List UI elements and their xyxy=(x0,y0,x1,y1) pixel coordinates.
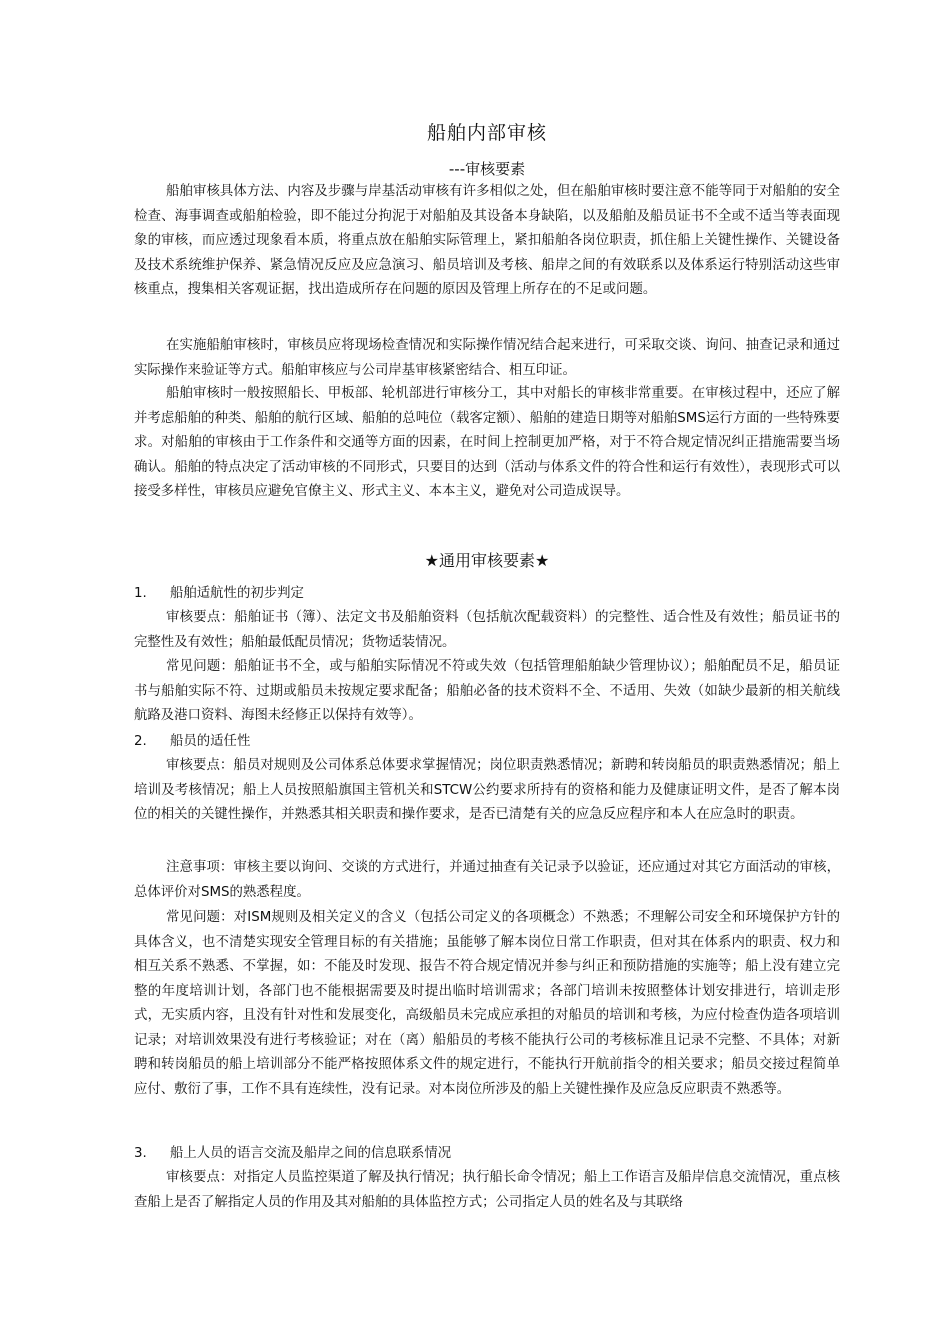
document-title: 船舶内部审核 xyxy=(426,122,547,144)
document-subtitle: ---审核要素 xyxy=(448,160,526,178)
item-title: 船上人员的语言交流及船岸之间的信息联系情况 xyxy=(170,1146,452,1161)
intro-paragraph-2: 在实施船舶审核时，审核员应将现场检查情况和实际操作情况结合起来进行，可采取交谈、询问、抽查记录和通过实际操作来验证等方式。船舶审核应与公司岸基审核紧密结合、相互印证。 xyxy=(134,338,840,378)
item-3-paragraph-1: 审核要点：对指定人员监控渠道了解及执行情况；执行船长命令情况；船上工作语言及船岸信息交流情况，重点核查船上是否了解指定人员的作用及其对船舶的具体监控方式；公司指定人员的姓名及与其联络 xyxy=(134,1170,840,1210)
item-number: 2. xyxy=(134,734,147,749)
item-heading-2 xyxy=(134,730,840,754)
item-1-paragraph-1: 审核要点：船舶证书（簿）、法定文书及船舶资料（包括航次配载资料）的完整性、适合性及有效性；船员证书的完整性及有效性；船舶最低配员情况；货物适装情况。 xyxy=(134,610,840,650)
item-2-paragraph-1: 审核要点：船员对规则及公司体系总体要求掌握情况；岗位职责熟悉情况；新聘和转岗船员的职责熟悉情况；船上培训及考核情况；船上人员按照船旗国主管机关和STCW公约要求所持有的资格和能力及健康证明文件，是否了解本岗位的相关的关键性操作，并熟悉其相关职责和操作要求，是否已清楚有关的应急反应程序和本人在应急时的职责。 xyxy=(134,758,840,822)
item-1-paragraph-2: 常见问题：船舶证书不全，或与船舶实际情况不符或失效（包括管理船舶缺少管理协议）；船舶配员不足，船员证书与船舶实际不符、过期或船员未按规定要求配备；船舶必备的技术资料不全、不适用、失效（如缺少最新的相关航线航路及港口资料、海图未经修正以保持有效等）。 xyxy=(134,659,840,723)
intro-paragraph-3: 船舶审核时一般按照船长、甲板部、轮机部进行审核分工，其中对船长的审核非常重要。在审核过程中，还应了解并考虑船舶的种类、船舶的航行区域、船舶的总吨位（载客定额）、船舶的建造日期等对船舶SMS运行方面的一些特殊要求。对船舶的审核由于工作条件和交通等方面的因素，在时间上控制更加严格，对于不符合规定情况纠正措施需要当场确认。船舶的特点决定了活动审核的不同形式，只要目的达到（活动与体系文件的符合性和运行有效性），表现形式可以接受多样性，审核员应避免官僚主义、形式主义、本本主义，避免对公司造成误导。 xyxy=(134,386,840,499)
item-heading-1 xyxy=(134,582,840,606)
intro-paragraph-1: 船舶审核具体方法、内容及步骤与岸基活动审核有许多相似之处，但在船舶审核时要注意不能等同于对船舶的安全检查、海事调查或船舶检验，即不能过分拘泥于对船舶及其设备本身缺陷，以及船舶及船员证书不全或不适当等表面现象的审核，而应透过现象看本质，将重点放在船舶实际管理上，紧扣船舶各岗位职责，抓住船上关键性操作、关键设备及技术系统维护保养、紧急情况反应及应急演习、船员培训及考核、船岸之间的有效联系以及体系运行特别活动这些审核重点，搜集相关客观证据，找出造成所存在问题的原因及管理上所存在的不足或问题。 xyxy=(134,184,840,297)
item-number: 1. xyxy=(134,586,147,601)
item-2-paragraph-3: 常见问题：对ISM规则及相关定义的含义（包括公司定义的各项概念）不熟悉；不理解公司安全和环境保护方针的具体含义，也不清楚实现安全管理目标的有关措施；虽能够了解本岗位日常工作职责，但对其在体系内的职责、权力和相互关系不熟悉、不掌握，如：不能及时发现、报告不符合规定情况并参与纠正和预防措施的实施等；船上没有建立完整的年度培训计划，各部门也不能根据需要及时提出临时培训需求；各部门培训未按照整体计划安排进行，培训走形式，无实质内容，且没有针对性和发展变化，高级船员未完成应承担的对船员的培训和考核，为应付检查伪造各项培训记录；对培训效果没有进行考核验证；对在（离）船船员的考核不能执行公司的考核标准且记录不完整、不具体；对新聘和转岗船员的船上培训部分不能严格按照体系文件的规定进行，不能执行开航前指令的相关要求；船员交接过程简单应付、敷衍了事，工作不具有连续性，没有记录。对本岗位所涉及的船上关键性操作及应急反应职责不熟悉等。 xyxy=(134,910,840,1097)
section-heading: ★通用审核要素★ xyxy=(424,551,550,570)
item-title: 船舶适航性的初步判定 xyxy=(170,586,304,601)
item-2-paragraph-2: 注意事项：审核主要以询问、交谈的方式进行，并通过抽查有关记录予以验证，还应通过对其它方面活动的审核，总体评价对SMS的熟悉程度。 xyxy=(134,860,840,900)
item-title: 船员的适任性 xyxy=(170,734,251,749)
item-heading-3 xyxy=(134,1142,840,1166)
item-number: 3. xyxy=(134,1146,147,1161)
